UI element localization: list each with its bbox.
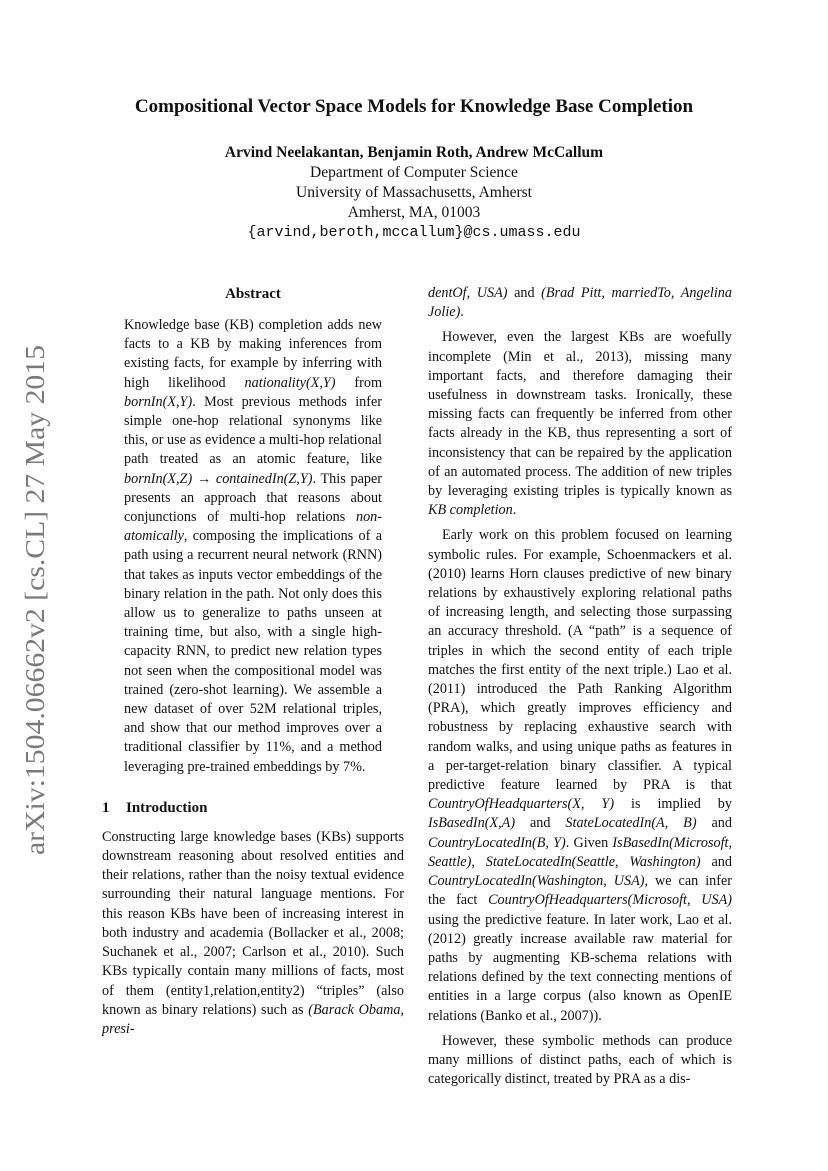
italic-term: nationality(X,Y) [244,374,336,391]
italic-term: CountryOfHeadquarters(Microsoft, USA) [488,892,732,909]
italic-term: (Barack Obama, presi- [102,1001,404,1037]
intro-paragraph-2: However, even the largest KBs are woefully incomplete (Min et al., 2013), missing many important facts, and therefore damaging their usefulness in downstream tasks. Ironically, these missing facts can frequently be inferred from other facts already in the KB, thus representing a sort of inconsistency that can be repaired by the application of an automated process. The addition of new triples by leveraging existing triples is typically known as KB completion. [428,329,732,519]
italic-term: IsBasedIn(Microsoft, Seattle) [428,834,732,870]
intro-paragraph-1: Constructing large knowledge bases (KBs) supports downstream reasoning about resolved entities and their relations, rather than the noisy textual evidence surrounding their natural language mentions. For this reason KBs have been of increasing interest in both industry and academia (Bollacker et al., 2008; Suchanek et al., 2007; Carlson et al., 2010). Such KBs typically contain many millions of facts, most of them (entity1,relation,entity2) “triples” (also known as binary relations) such as (Barack Obama, presi- [102,828,404,1037]
italic-term: dentOf, USA) [428,285,508,301]
author-department: Department of Computer Science [310,164,518,181]
author-block [0,143,828,243]
italic-term: KB completion [428,502,513,519]
author-names: Arvind Neelakantan, Benjamin Roth, Andrew McCallum [224,144,604,161]
intro-paragraph-3: Early work on this problem focused on learning symbolic rules. For example, Schoenmackers et al. (2010) learns Horn clauses predictive of new binary relations by exhaustively exploring relational paths of increasing length, and selecting those surpassing an accuracy threshold. (A “path” is a sequence of triples in which the second entity of each triple matches the first entity of the next triple.) Lao et al. (2011) introduced the Path Ranking Algorithm (PRA), which greatly improves efficiency and robustness by replacing exhaustive search with random walks, and using unique paths as features in a per-target-relation binary classifier. A typical predictive feature learned by PRA is that CountryOfHeadquarters(X, Y) is implied by IsBasedIn(X,A) and StateLocatedIn(A, B) and CountryLocatedIn(B, Y). Given IsBasedIn(Microsoft, Seattle), StateLocatedIn(Seattle, Washington) and CountryLocatedIn(Washington, USA), we can infer the fact CountryOfHeadquarters(Microsoft, USA) using the predictive feature. In later work, Lao et al. (2012) greatly increase available raw material for paths by augmenting KB-schema relations with relations defined by the text connecting mentions of entities in a large corpus (also known as OpenIE relations (Banko et al., 2007)). [428,527,733,1024]
italic-term: bornIn(X,Y) [124,393,193,410]
left-column [102,284,404,1039]
right-column [428,284,732,1089]
author-location: Amherst, MA, 01003 [347,204,481,221]
italic-term: CountryOfHeadquarters(X, Y) [428,796,615,813]
italic-term: StateLocatedIn(Seattle, Washington) [485,853,701,870]
italic-term: (Brad Pitt, marriedTo, Angelina Jolie) [428,285,732,321]
intro-paragraph-1-continued: dentOf, USA) and (Brad Pitt, marriedTo, Angelina Jolie). [428,285,732,321]
section-title: Introduction [126,799,208,816]
italic-term: StateLocatedIn(A, B) [565,815,697,832]
italic-term: CountryLocatedIn(B, Y) [428,834,566,851]
section-number: 1 [102,799,110,816]
italic-term: CountryLocatedIn(Washington, USA) [428,873,645,890]
italic-term: IsBasedIn(X,A) [428,815,516,832]
italic-term: non-atomically [124,509,382,545]
abstract-heading: Abstract [225,286,281,302]
abstract-body: Knowledge base (KB) completion adds new facts to a KB by making inferences from existing facts, for example by inferring with high likelihood nationality(X,Y) from bornIn(X,Y). Most previous methods infer simple one-hop relational synonyms like this, or use as evidence a multi-hop relational path treated as an atomic feature, like bornIn(X,Z) → containedIn(Z,Y). This paper presents an approach that reasons about conjunctions of multi-hop relations non-atomically, composing the implications of a path using a recurrent neural network (RNN) that takes as inputs vector embeddings of the binary relation in the path. Not only does this allow us to generalize to paths unseen at training time, but also, with a single high-capacity RNN, to predict new relation types not seen when the compositional model was trained (zero-shot learning). We assemble a new dataset of over 52M relational triples, and show that our method improves over a traditional classifier by 11%, and a method leveraging pre-trained embeddings by 7%. [124,317,382,775]
paper-title: Compositional Vector Space Models for Knowledge Base Completion [134,96,694,117]
author-email: {arvind,beroth,mccallum}@cs.umass.edu [247,224,581,241]
italic-term: bornIn(X,Z) → containedIn(Z,Y) [124,470,313,487]
section-heading-introduction [102,798,404,818]
author-university: University of Massachusetts, Amherst [296,184,532,201]
arxiv-identifier [12,340,56,860]
arxiv-identifier-text: arXiv:1504.06662v2 [cs.CL] 27 May 2015 [20,391,50,855]
intro-paragraph-4: However, these symbolic methods can produce many millions of distinct paths, each of which is categorically distinct, treated by PRA as a dis- [428,1032,732,1088]
